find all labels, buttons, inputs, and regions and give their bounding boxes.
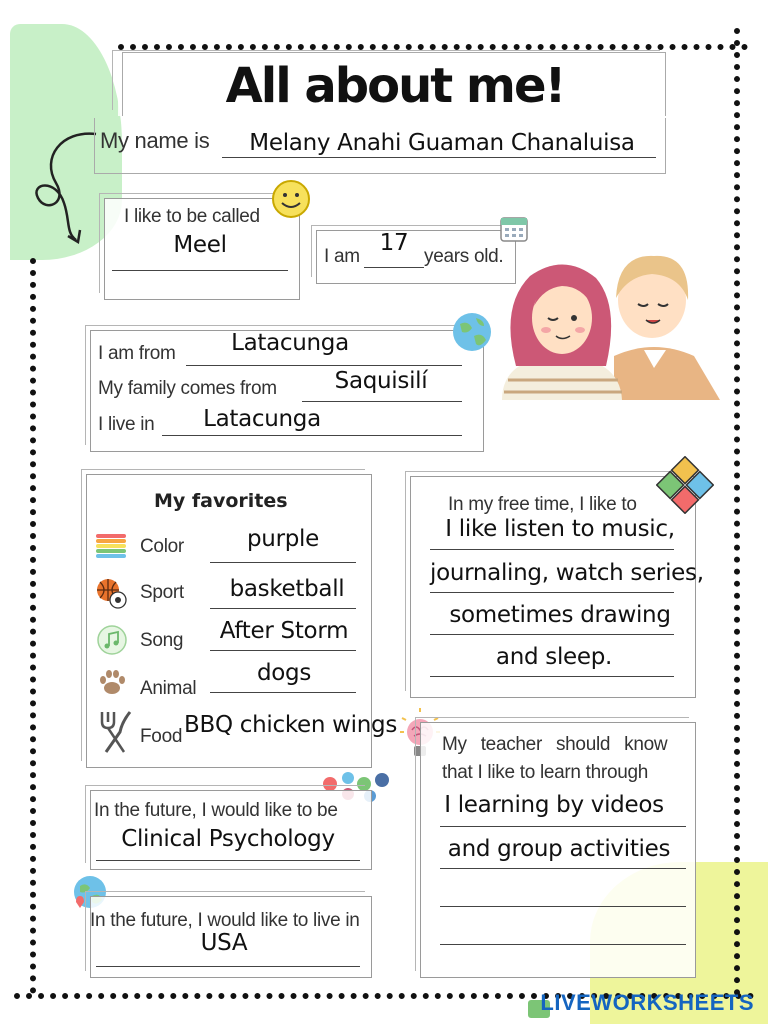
future-job-label: In the future, I would like to be <box>94 800 338 821</box>
favorites-title: My favorites <box>154 490 288 512</box>
from-underline <box>186 365 462 366</box>
future-live-label: In the future, I would like to live in <box>90 910 360 931</box>
teacher-label-2: that I like to learn through <box>442 762 649 783</box>
age-prefix: I am <box>324 246 360 267</box>
live-underline <box>162 435 462 436</box>
rainbow-icon <box>94 532 128 562</box>
teacher-underline-1 <box>440 826 686 827</box>
free-time-underline-1 <box>430 549 674 550</box>
fork-knife-icon <box>96 708 136 756</box>
teacher-underline-3 <box>440 906 686 907</box>
called-underline <box>112 270 288 271</box>
smiley-icon <box>270 178 312 220</box>
name-label: My name is <box>100 128 210 153</box>
live-value[interactable]: Latacunga <box>203 406 321 432</box>
family-label: My family comes from <box>98 378 277 399</box>
fav-food-value[interactable]: BBQ chicken wings <box>184 712 398 738</box>
fav-food-label: Food <box>140 726 183 747</box>
from-value[interactable]: Latacunga <box>231 330 349 356</box>
family-value[interactable]: Saquisilí <box>334 368 428 394</box>
free-time-underline-4 <box>430 676 674 677</box>
dotted-border-right <box>734 28 740 996</box>
hobbies-diamond-icon <box>656 456 714 514</box>
calendar-icon <box>498 212 530 244</box>
fav-song-underline <box>210 650 356 651</box>
free-time-line-1[interactable]: I like listen to music, <box>445 516 675 542</box>
teacher-label-1: My teacher should know <box>442 734 668 755</box>
fav-sport-value[interactable]: basketball <box>229 576 345 602</box>
dotted-border-top <box>118 44 748 50</box>
live-label: I live in <box>98 414 155 435</box>
from-label: I am from <box>98 343 176 364</box>
page-title: All about me! <box>225 58 565 114</box>
name-underline <box>222 157 656 158</box>
teacher-underline-2 <box>440 868 686 869</box>
fav-sport-label: Sport <box>140 582 184 603</box>
free-time-line-2[interactable]: journaling, watch series, <box>430 560 704 586</box>
paw-icon <box>96 666 128 698</box>
fav-color-label: Color <box>140 536 184 557</box>
free-time-underline-3 <box>430 634 674 635</box>
future-job-value[interactable]: Clinical Psychology <box>121 826 335 852</box>
music-note-icon <box>96 624 128 656</box>
fav-animal-label: Animal <box>140 678 197 699</box>
sports-balls-icon <box>94 576 128 610</box>
dotted-border-left <box>30 258 36 994</box>
brand-text[interactable]: LIVEWORKSHEETS <box>540 990 754 1015</box>
free-time-line-4[interactable]: and sleep. <box>495 644 613 670</box>
free-time-label: In my free time, I like to <box>448 494 637 515</box>
fav-color-value[interactable]: purple <box>247 526 319 552</box>
fav-song-label: Song <box>140 630 184 651</box>
fav-animal-underline <box>210 692 356 693</box>
age-value[interactable]: 17 <box>379 230 409 256</box>
teacher-underline-4 <box>440 944 686 945</box>
future-job-underline <box>96 860 360 861</box>
teacher-line-2[interactable]: and group activities <box>447 836 671 862</box>
future-live-underline <box>96 966 360 967</box>
name-value[interactable]: Melany Anahi Guaman Chanaluisa <box>249 130 635 156</box>
called-label: I like to be called <box>124 206 260 227</box>
free-time-underline-2 <box>430 592 674 593</box>
free-time-line-3[interactable]: sometimes drawing <box>449 602 671 628</box>
fav-song-value[interactable]: After Storm <box>219 618 349 644</box>
fav-sport-underline <box>210 608 356 609</box>
age-suffix: years old. <box>424 246 504 267</box>
fav-color-underline <box>210 562 356 563</box>
globe-icon <box>450 310 494 354</box>
age-underline <box>364 267 424 268</box>
future-live-value[interactable]: USA <box>200 930 248 956</box>
couple-illustration-icon <box>494 246 724 400</box>
teacher-line-1[interactable]: I learning by videos <box>444 792 664 818</box>
family-underline <box>302 401 462 402</box>
fav-animal-value[interactable]: dogs <box>256 660 312 686</box>
called-value[interactable]: Meel <box>173 232 227 258</box>
